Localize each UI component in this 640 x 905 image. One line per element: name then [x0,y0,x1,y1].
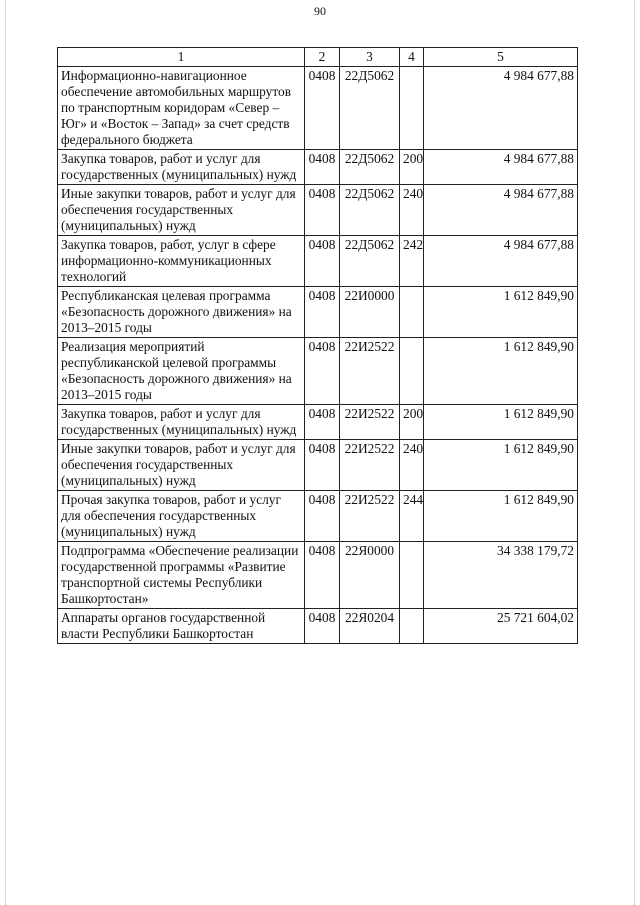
row-amount-cell: 4 984 677,88 [424,185,578,236]
table-row [58,150,578,185]
row-section-cell: 0408 [305,405,340,440]
row-target-cell: 22Д5062 [340,236,400,287]
row-amount-cell: 4 984 677,88 [424,236,578,287]
table-body [58,67,578,644]
row-name-cell: Закупка товаров, работ и услуг для государственных (муниципальных) нужд [58,150,305,185]
table-row [58,405,578,440]
header-cell-5: 5 [424,48,578,67]
table-row [58,236,578,287]
row-amount-cell: 1 612 849,90 [424,405,578,440]
row-type-cell [400,287,424,338]
row-amount-cell: 1 612 849,90 [424,287,578,338]
table-row [58,440,578,491]
row-target-cell: 22И2522 [340,491,400,542]
header-row [58,48,578,67]
row-section-cell: 0408 [305,440,340,491]
header-cell-1: 1 [58,48,305,67]
header-cell-2: 2 [305,48,340,67]
row-type-cell: 244 [400,491,424,542]
row-section-cell: 0408 [305,150,340,185]
header-cell-3: 3 [340,48,400,67]
row-name-cell: Иные закупки товаров, работ и услуг для обеспечения государственных (муниципальных) нужд [58,185,305,236]
row-section-cell: 0408 [305,609,340,644]
header-cell-4: 4 [400,48,424,67]
row-section-cell: 0408 [305,542,340,609]
row-name-cell: Подпрограмма «Обеспечение реализации государственной программы «Развитие транспортной системы Республики Башкортостан» [58,542,305,609]
row-amount-cell: 4 984 677,88 [424,67,578,150]
table-row [58,338,578,405]
row-amount-cell: 1 612 849,90 [424,491,578,542]
row-section-cell: 0408 [305,236,340,287]
row-name-cell: Прочая закупка товаров, работ и услуг для обеспечения государственных (муниципальных) нужд [58,491,305,542]
row-amount-cell: 1 612 849,90 [424,338,578,405]
row-type-cell [400,542,424,609]
row-amount-cell: 4 984 677,88 [424,150,578,185]
row-section-cell: 0408 [305,338,340,405]
row-type-cell: 200 [400,150,424,185]
row-section-cell: 0408 [305,185,340,236]
row-type-cell [400,609,424,644]
row-target-cell: 22Я0204 [340,609,400,644]
row-type-cell: 242 [400,236,424,287]
table-row [58,609,578,644]
row-type-cell: 240 [400,185,424,236]
table-row [58,491,578,542]
row-target-cell: 22Д5062 [340,185,400,236]
row-target-cell: 22Д5062 [340,67,400,150]
row-amount-cell: 1 612 849,90 [424,440,578,491]
row-type-cell: 200 [400,405,424,440]
row-target-cell: 22Я0000 [340,542,400,609]
row-type-cell [400,67,424,150]
row-amount-cell: 25 721 604,02 [424,609,578,644]
row-name-cell: Реализация мероприятий республиканской целевой программы «Безопасность дорожного движения» на 2013–2015 годы [58,338,305,405]
row-target-cell: 22И2522 [340,338,400,405]
row-type-cell: 240 [400,440,424,491]
row-target-cell: 22Д5062 [340,150,400,185]
table-row [58,542,578,609]
row-name-cell: Закупка товаров, работ и услуг для государственных (муниципальных) нужд [58,405,305,440]
row-name-cell: Аппараты органов государственной власти Республики Башкортостан [58,609,305,644]
scan-edge-right [634,0,636,905]
table-row [58,185,578,236]
scan-edge-left [5,0,7,905]
budget-table [57,47,578,644]
table-row [58,287,578,338]
table-row [58,67,578,150]
row-type-cell [400,338,424,405]
row-name-cell: Республиканская целевая программа «Безопасность дорожного движения» на 2013–2015 годы [58,287,305,338]
row-target-cell: 22И2522 [340,440,400,491]
page-number: 90 [314,4,326,18]
row-name-cell: Закупка товаров, работ, услуг в сфере информационно-коммуникационных технологий [58,236,305,287]
row-name-cell: Иные закупки товаров, работ и услуг для обеспечения государственных (муниципальных) нужд [58,440,305,491]
row-target-cell: 22И0000 [340,287,400,338]
row-section-cell: 0408 [305,67,340,150]
row-section-cell: 0408 [305,287,340,338]
row-name-cell: Информационно-навигационное обеспечение автомобильных маршрутов по транспортным коридорам «Север – Юг» и «Восток – Запад» за счет средств федерального бюджета [58,67,305,150]
row-section-cell: 0408 [305,491,340,542]
row-amount-cell: 34 338 179,72 [424,542,578,609]
row-target-cell: 22И2522 [340,405,400,440]
